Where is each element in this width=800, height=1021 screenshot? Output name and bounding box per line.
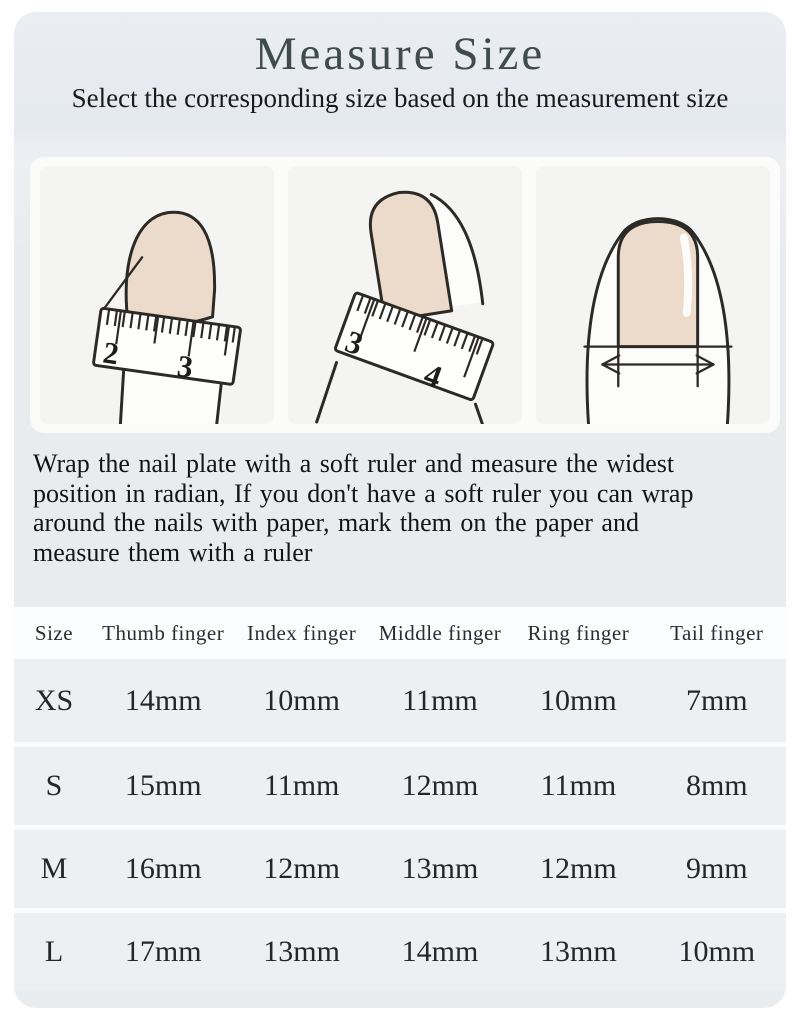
instructions-line: position in radian, If you don't have a soft ruler you can wrap (33, 478, 694, 508)
finger-tape-2-3-icon (40, 166, 274, 424)
size-label: L (44, 935, 64, 968)
instructions-paragraph (33, 449, 781, 567)
table-cell: 12mm (540, 852, 617, 885)
column-header: Thumb finger (102, 620, 225, 645)
page-title: Measure Size (254, 28, 546, 80)
table-cell: 10mm (678, 935, 756, 968)
size-table-header (14, 607, 786, 659)
size-label: S (45, 769, 63, 802)
instructions-line: measure them with a ruler (33, 537, 313, 567)
illustration-panel-2 (288, 166, 522, 424)
illustration-panel-1 (40, 166, 274, 424)
table-row-xs (14, 659, 786, 742)
table-row-l (14, 908, 786, 991)
table-cell: 11mm (402, 683, 478, 717)
tape-number: 3 (175, 348, 196, 385)
size-table (14, 607, 786, 991)
illustration-panel-3 (536, 166, 770, 424)
column-header: Index finger (246, 620, 357, 645)
tape-number: 3 (340, 323, 368, 363)
finger-tape-3-4-icon (288, 166, 522, 424)
page-subtitle: Select the corresponding size based on the measurement size (71, 83, 729, 113)
table-cell: 16mm (124, 852, 202, 885)
table-row-s (14, 742, 786, 825)
tape-number: 4 (419, 356, 447, 395)
column-header: Ring finger (527, 620, 630, 645)
table-cell: 9mm (685, 852, 748, 885)
table-cell: 11mm (263, 769, 340, 802)
table-cell: 13mm (401, 852, 479, 885)
table-cell: 13mm (263, 935, 340, 968)
table-cell: 12mm (263, 852, 340, 885)
table-cell: 10mm (263, 683, 340, 717)
size-label: XS (34, 683, 74, 717)
measure-size-card (14, 12, 786, 1008)
instructions-line: around the nails with paper, mark them on the paper and (33, 508, 639, 537)
column-header: Middle finger (378, 620, 502, 645)
size-label: M (40, 852, 68, 885)
table-cell: 15mm (124, 769, 202, 802)
table-cell: 13mm (540, 935, 617, 968)
table-cell: 10mm (540, 683, 617, 717)
illustration-band (30, 157, 780, 433)
table-cell: 8mm (685, 769, 748, 802)
column-header: Size (34, 620, 74, 645)
table-cell: 11mm (540, 769, 617, 802)
table-cell: 7mm (685, 683, 748, 717)
table-cell: 12mm (401, 769, 479, 802)
table-row-m (14, 825, 786, 908)
table-cell: 17mm (124, 935, 202, 968)
nail-width-arrow-icon (536, 166, 770, 424)
tape-number: 2 (100, 335, 121, 372)
table-cell: 14mm (124, 683, 202, 717)
table-cell: 14mm (401, 935, 479, 968)
instructions-line: Wrap the nail plate with a soft ruler and measure the widest (33, 449, 675, 478)
column-header: Tail finger (670, 620, 764, 645)
